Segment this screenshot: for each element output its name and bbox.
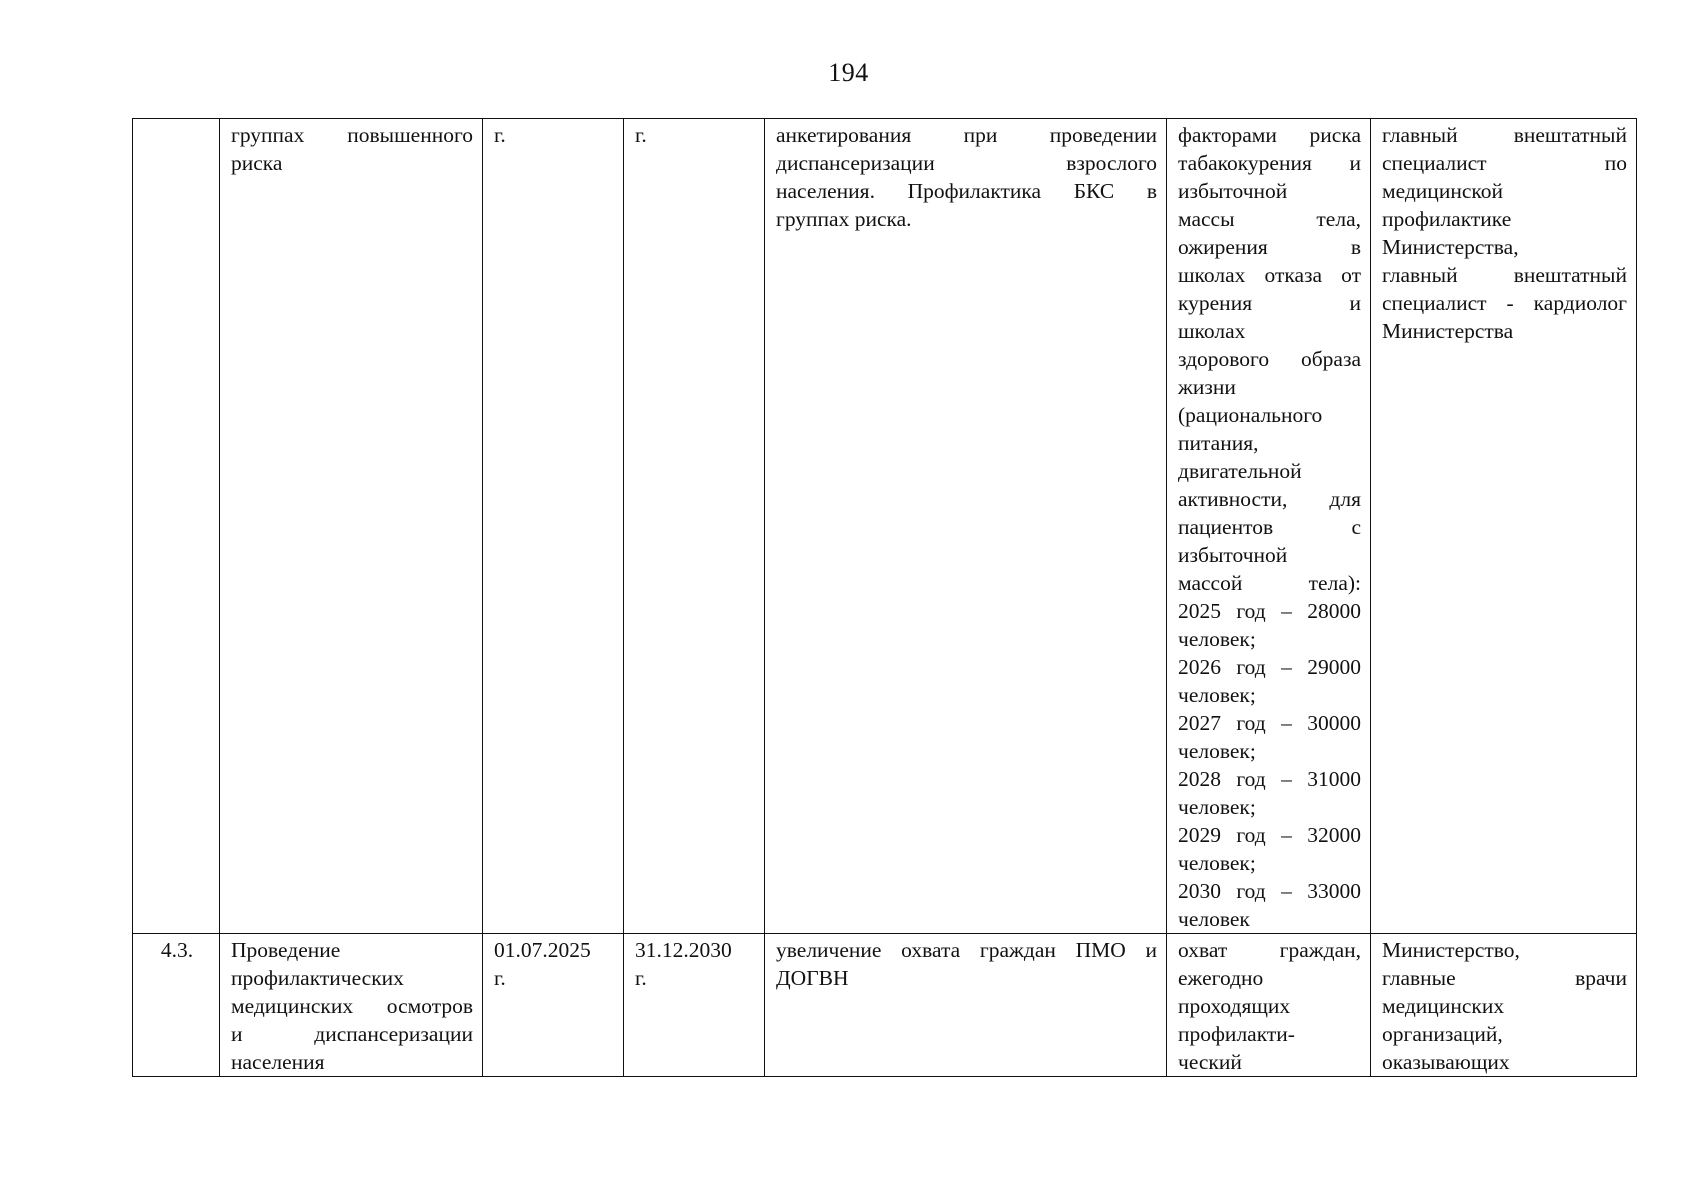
cell-indicator-line: избыточной — [1178, 543, 1288, 567]
cell-indicator-line: 2029 год – 32000 — [1178, 823, 1361, 847]
cell-indicator-line: активности, для — [1178, 487, 1361, 511]
cell-name-line: населения — [231, 1050, 325, 1074]
cell-responsible-line: профилактике — [1382, 207, 1512, 231]
cell-result-line: диспансеризации взрослого — [776, 151, 1157, 175]
cell-indicator-line: человек; — [1178, 851, 1256, 875]
cell-indicator-line: ожирения в — [1178, 235, 1361, 259]
cell-indicator-line: массой тела): — [1178, 571, 1361, 595]
cell-indicator-line: (рационального — [1178, 403, 1323, 427]
cell-start-date — [483, 119, 624, 934]
cell-indicator-line: 2027 год – 30000 — [1178, 711, 1361, 735]
cell-result — [765, 934, 1167, 1077]
cell-indicator-line: человек; — [1178, 627, 1256, 651]
cell-responsible-line: Министерства — [1382, 319, 1514, 343]
cell-indicator-line: питания, — [1178, 431, 1259, 455]
cell-start-date-line: г. — [494, 966, 506, 990]
cell-indicator-line: школах отказа от — [1178, 263, 1361, 287]
measures-table — [132, 118, 1637, 1077]
cell-indicator-line: массы тела, — [1178, 207, 1361, 231]
cell-indicator-line: школах — [1178, 319, 1246, 343]
cell-indicator-line: человек — [1178, 907, 1250, 931]
cell-indicator-line: факторами риска — [1178, 123, 1361, 147]
cell-responsible-line: специалист по — [1382, 151, 1627, 175]
cell-responsible-line: главный внештатный — [1382, 263, 1627, 287]
cell-result-line: ДОГВН — [776, 966, 849, 990]
cell-name — [220, 119, 483, 934]
cell-end-date — [624, 934, 765, 1077]
cell-responsible — [1371, 119, 1637, 934]
cell-responsible-line: медицинской — [1382, 179, 1503, 203]
cell-end-date-line: г. — [635, 966, 647, 990]
cell-end-date — [624, 119, 765, 934]
cell-end-date-line: 31.12.2030 — [635, 938, 732, 962]
cell-responsible-line: Министерства, — [1382, 235, 1519, 259]
cell-indicator-line: курения и — [1178, 291, 1361, 315]
cell-result — [765, 119, 1167, 934]
cell-indicator-line: табакокурения и — [1178, 151, 1361, 175]
cell-num — [133, 119, 220, 934]
cell-start-date-line: г. — [494, 123, 506, 147]
cell-start-date — [483, 934, 624, 1077]
cell-result-line: населения. Профилактика БКС в — [776, 179, 1157, 203]
cell-start-date-line: 01.07.2025 — [494, 938, 591, 962]
cell-responsible-line: Министерство, — [1382, 938, 1520, 962]
page-number: 194 — [828, 58, 869, 87]
cell-name-line: медицинских осмотров — [231, 994, 473, 1018]
cell-indicator-line: 2030 год – 33000 — [1178, 879, 1361, 903]
cell-name — [220, 934, 483, 1077]
cell-indicator-line: охват граждан, — [1178, 938, 1361, 962]
cell-responsible-line: главные врачи — [1382, 966, 1627, 990]
cell-indicator-line: избыточной — [1178, 179, 1288, 203]
cell-result-line: анкетирования при проведении — [776, 123, 1157, 147]
cell-indicator-line: 2028 год – 31000 — [1178, 767, 1361, 791]
cell-responsible-line: медицинских — [1382, 994, 1505, 1018]
table-row — [133, 119, 1637, 934]
cell-responsible-line: специалист - кардиолог — [1382, 291, 1627, 315]
cell-indicator-line: человек; — [1178, 739, 1256, 763]
cell-responsible-line: оказывающих — [1382, 1050, 1510, 1074]
cell-indicator-line: 2026 год – 29000 — [1178, 655, 1361, 679]
cell-indicator-line: проходящих — [1178, 994, 1291, 1018]
cell-indicator-line: человек; — [1178, 683, 1256, 707]
cell-indicator-line: ежегодно — [1178, 966, 1264, 990]
cell-indicator — [1167, 934, 1371, 1077]
cell-indicator-line: пациентов с — [1178, 515, 1361, 539]
cell-num: 4.3. — [133, 934, 220, 1077]
cell-responsible-line: главный внештатный — [1382, 123, 1627, 147]
cell-indicator-line: ческий — [1178, 1050, 1242, 1074]
table-body — [133, 119, 1637, 1077]
cell-indicator — [1167, 119, 1371, 934]
cell-indicator-line: двигательной — [1178, 459, 1302, 483]
cell-responsible-line: организаций, — [1382, 1022, 1503, 1046]
cell-result-line: группах риска. — [776, 207, 912, 231]
cell-indicator-line: жизни — [1178, 375, 1236, 399]
cell-indicator-line: здорового образа — [1178, 347, 1361, 371]
cell-indicator-line: профилакти- — [1178, 1022, 1295, 1046]
cell-indicator-line: человек; — [1178, 795, 1256, 819]
cell-end-date-line: г. — [635, 123, 647, 147]
cell-name-line: риска — [231, 151, 283, 175]
cell-name-line: Проведение — [231, 938, 341, 962]
cell-result-line: увеличение охвата граждан ПМО и — [776, 938, 1157, 962]
cell-indicator-line: 2025 год – 28000 — [1178, 599, 1361, 623]
table-row — [133, 934, 1637, 1077]
cell-name-line: и диспансеризации — [231, 1022, 473, 1046]
cell-responsible — [1371, 934, 1637, 1077]
cell-name-line: группах повышенного — [231, 123, 473, 147]
cell-name-line: профилактических — [231, 966, 404, 990]
